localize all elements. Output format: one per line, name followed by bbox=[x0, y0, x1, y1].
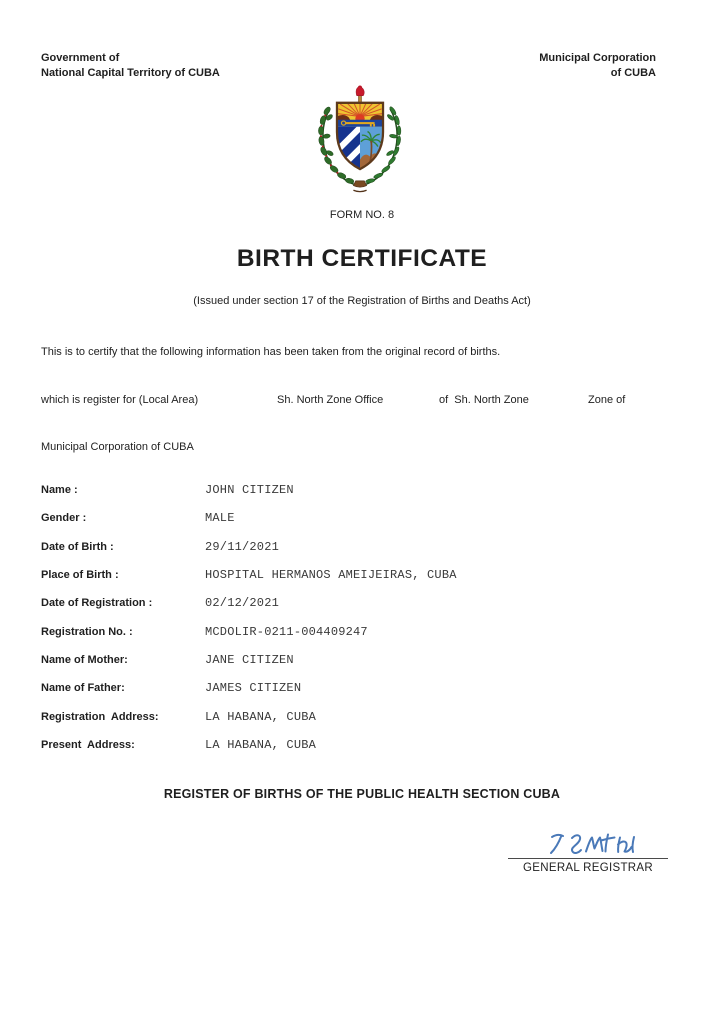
document-subtitle: (Issued under section 17 of the Registration of Births and Deaths Act) bbox=[193, 295, 531, 307]
register-office-heading: REGISTER OF BIRTHS OF THE PUBLIC HEALTH SECTION CUBA bbox=[163, 787, 561, 801]
field-label: Name of Mother: bbox=[41, 654, 128, 666]
certify-statement: This is to certify that the following information has been taken from the original record of births. bbox=[41, 346, 501, 358]
field-value: LA HABANA, CUBA bbox=[205, 710, 317, 724]
field-label: Present Address: bbox=[41, 739, 135, 751]
registrar-signature-icon bbox=[544, 830, 644, 861]
field-row-place-of-birth bbox=[0, 569, 724, 585]
field-label: Date of Registration : bbox=[41, 597, 153, 609]
field-value: JAMES CITIZEN bbox=[205, 681, 302, 695]
register-zone-name: of Sh. North Zone bbox=[439, 394, 529, 406]
header-right-line1: Municipal Corporation bbox=[539, 52, 656, 64]
field-value: MALE bbox=[205, 511, 235, 525]
register-line-prefix: which is register for (Local Area) bbox=[41, 394, 199, 406]
field-row-father-name bbox=[0, 682, 724, 698]
field-label: Registration No. : bbox=[41, 626, 133, 638]
field-label: Gender : bbox=[41, 512, 87, 524]
field-row-registration-no bbox=[0, 626, 724, 642]
field-label: Name of Father: bbox=[41, 682, 125, 694]
registrar-title: GENERAL REGISTRAR bbox=[523, 862, 653, 874]
header-left-line1: Government of bbox=[41, 52, 120, 64]
field-row-present-address bbox=[0, 739, 724, 755]
cuba-coat-of-arms-icon bbox=[313, 83, 407, 195]
field-value: 02/12/2021 bbox=[205, 596, 280, 610]
field-row-date-of-birth bbox=[0, 541, 724, 557]
field-value: MCDOLIR-0211-004409247 bbox=[205, 625, 368, 639]
field-value: JANE CITIZEN bbox=[205, 653, 294, 667]
field-value: JOHN CITIZEN bbox=[205, 483, 294, 497]
field-row-registration-address bbox=[0, 711, 724, 727]
register-office-name: Sh. North Zone Office bbox=[277, 394, 384, 406]
field-label: Name : bbox=[41, 484, 78, 496]
register-line-suffix: Zone of bbox=[588, 394, 626, 406]
field-row-gender bbox=[0, 512, 724, 528]
field-value: HOSPITAL HERMANOS AMEIJEIRAS, CUBA bbox=[205, 568, 457, 582]
corporation-line: Municipal Corporation of CUBA bbox=[41, 441, 194, 453]
field-row-date-of-registration bbox=[0, 597, 724, 613]
issuing-authority-left bbox=[41, 51, 220, 80]
field-value: LA HABANA, CUBA bbox=[205, 738, 317, 752]
field-label: Date of Birth : bbox=[41, 541, 114, 553]
issuing-authority-right bbox=[539, 51, 656, 80]
signature-line bbox=[508, 858, 668, 859]
header-right-line2: of CUBA bbox=[610, 66, 656, 79]
field-label: Place of Birth : bbox=[41, 569, 119, 581]
field-row-name bbox=[0, 484, 724, 500]
field-label: Registration Address: bbox=[41, 711, 159, 723]
field-row-mother-name bbox=[0, 654, 724, 670]
field-value: 29/11/2021 bbox=[205, 540, 280, 554]
document-title: BIRTH CERTIFICATE bbox=[236, 245, 488, 272]
form-number: FORM NO. 8 bbox=[329, 209, 395, 221]
header-left-line2: National Capital Territory of CUBA bbox=[41, 66, 220, 79]
